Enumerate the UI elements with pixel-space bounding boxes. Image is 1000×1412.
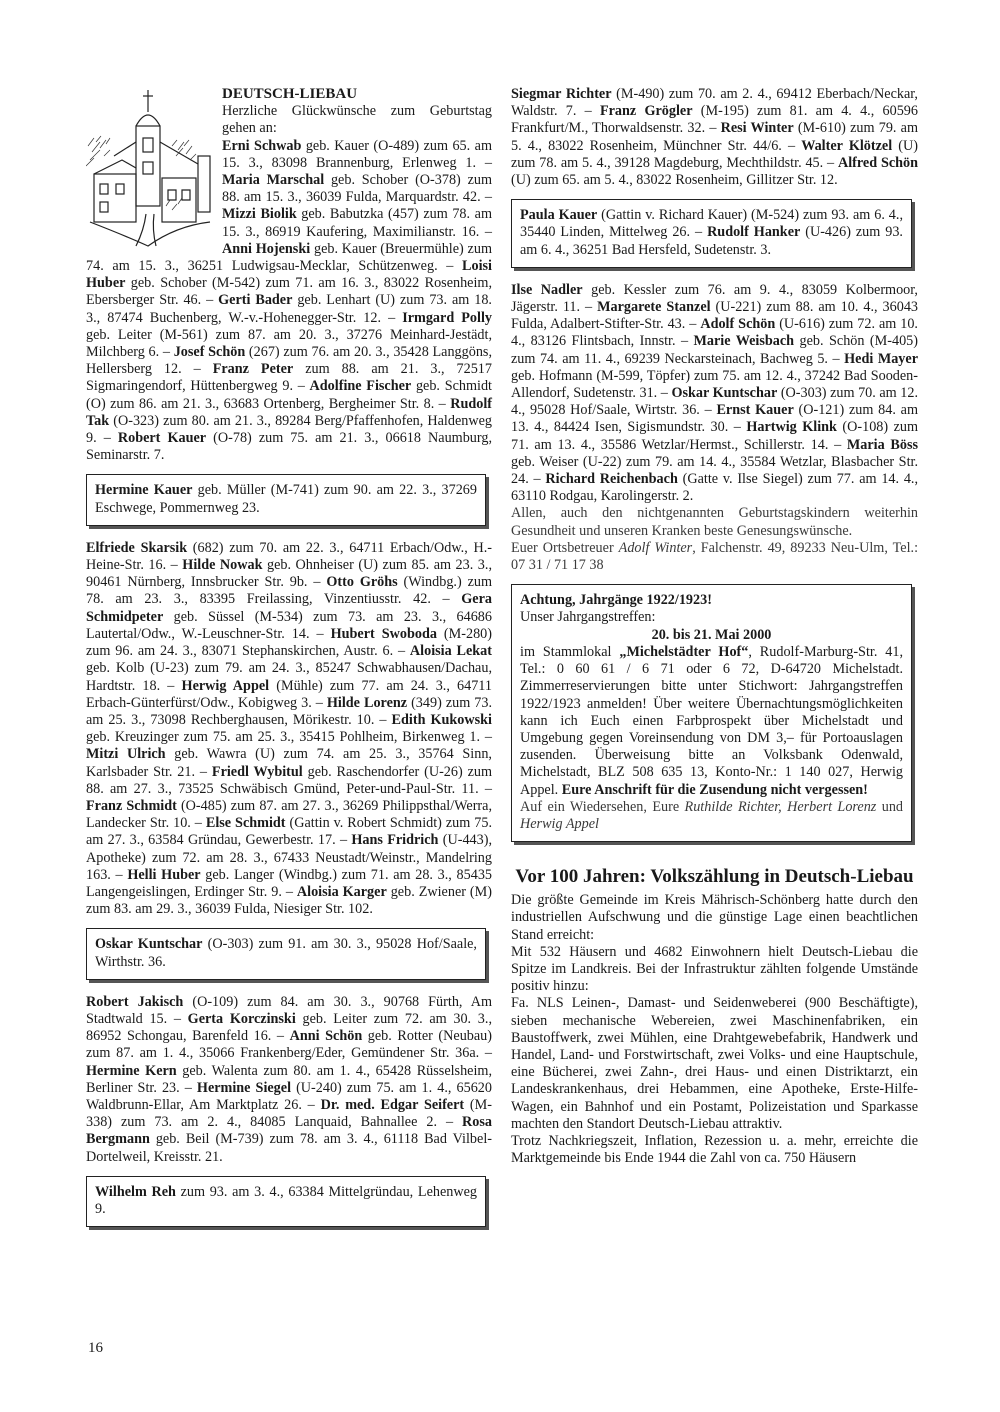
person-name: Paula Kauer (520, 207, 598, 224)
person-name: Hilde Nowak (182, 557, 263, 574)
text-segment: (U) zum 65. am 5. 4., 83022 Rosenheim, Gillitzer Str. 12. (511, 172, 838, 189)
text-segment: Euer Ortsbetreuer (511, 539, 619, 556)
notice-title: Achtung, Jahrgänge 1922/1923! (520, 592, 712, 609)
person-name: Friedl Wybitul (211, 763, 303, 780)
article-title: Vor 100 Jahren: Volkszählung in Deutsch-Liebau (515, 866, 914, 888)
text-segment: geb. Raschendorfer (U-26) zum 88. am 27. 3., 73525 Schwäbisch Gmünd, Peter-und-Paul-Str. 11. – (86, 763, 493, 797)
person-name: Franz Peter (212, 361, 294, 378)
person-name: Adolf Schön (700, 316, 776, 333)
person-name: Gera Schmidpeter (86, 591, 492, 625)
article-paragraph: Die größte Gemeinde im Kreis Mährisch-Schönberg hatte durch den industriellen Aufschwung und die günstige Lage einen beachtlichen Stand erreicht: (511, 892, 918, 943)
highlight-box-wilhelm-reh (86, 1176, 486, 1227)
person-name: Hermine Kern (86, 1062, 177, 1079)
text-segment: geb. Süssel (M-534) zum 73. am 23. 3., 64686 Lautertal/Odw., W.-Leuschner-Str. 14. – (86, 608, 492, 642)
left-column (86, 86, 492, 1241)
text-segment: Herwig Appel (520, 815, 599, 832)
person-name: Otto Gröhs (326, 574, 398, 591)
text-segment: (U-616) zum 72. am 10. 4., 83126 Flintsbach, Innstr. – (511, 316, 918, 350)
person-name: Helli Huber (127, 866, 201, 883)
text-segment: (U-443), Apotheke) zum 72. am 28. 3., 67433 Neustadt/Weinstr., Mandelring 163. – (86, 832, 492, 883)
text-segment: (682) zum 70. am 22. 3., 64711 Erbach/Odw., H.-Heine-Str. 16. – (86, 539, 492, 574)
highlight-text (95, 1184, 477, 1218)
text-segment: im Stammlokal (520, 643, 620, 660)
person-name: „Michelstädter Hof“ (619, 643, 749, 660)
text-segment: (O-303) zum 91. am 30. 3., 95028 Hof/Saale, Wirthstr. 36. (95, 936, 477, 970)
person-name: Hubert Swoboda (330, 625, 437, 642)
person-name: Edith Kukowski (391, 711, 492, 728)
text-segment: zum 93. am 3. 4., 63384 Mittelgründau, Lehenweg 9. (95, 1183, 477, 1217)
person-name: Rosa Bergmann (86, 1114, 492, 1148)
highlight-box-paula-kauer (511, 199, 912, 268)
signature-contact (511, 540, 918, 574)
person-name: Franz Schmidt (86, 797, 177, 814)
person-name: Robert Kauer (117, 430, 207, 447)
text-segment: (O-121) zum 84. am 13. 4., 84424 Isen, Sigismundstr. 30. – (511, 402, 918, 436)
text-segment: Auf ein Wiedersehen, Eure (520, 798, 685, 815)
person-name: Marie Weisbach (693, 333, 795, 350)
notice-intro: Unser Jahrgangstreffen: (520, 609, 656, 626)
person-name: Hedi Mayer (844, 350, 918, 367)
article-paragraph: Fa. NLS Leinen-, Damast- und Seidenweberei (900 Beschäftigte), sieben mechanische Webereien, zwei Maschinenfabriken, ein Baustoffwerk, zwei Mühlen, eine Drahtgewebefabrik, Handwerk und Handel, Land- und Forstwirtschaft, zwei Volks- und eine Hauptschule, eine Bücherei, zwei Zahn-, drei Haus- und einen Distriktarzt, ein Landeskrankenhaus, drei Hebammen, eine Apotheke, Erste-Hilfe-Wagen, ein Bahnhof und ein Postamt, Polizeistation und Sparkasse machten den Standort Deutsch-Liebau attraktiv. (511, 995, 918, 1132)
text-segment: (U-240) zum 75. am 1. 4., 65620 Waldbrunn-Ellar, Am Marktplatz 26. – (86, 1079, 492, 1113)
right-column (511, 86, 918, 1167)
person-name: Adolfine Fischer (309, 378, 412, 395)
text-segment: (O-109) zum 84. am 30. 3., 90768 Fürth, Am Stadtwald 15. – (86, 993, 492, 1027)
text-segment: (U) zum 78. am 5. 4., 39128 Magdeburg, Mechthildstr. 45. – (511, 137, 918, 171)
text-segment: geb. Langer (Windbg.) zum 71. am 28. 3., 85435 Langengeislingen, Erdinger Str. 9. – (86, 866, 493, 900)
person-name: Else Schmidt (205, 815, 286, 832)
person-name: Maria Marschal (222, 172, 325, 189)
text-segment: (O-303) zum 70. am 12. 4., 95028 Hof/Saale, Wirtstr. 36. – (511, 385, 918, 419)
text-segment: (O-485) zum 87. am 27. 3., 36269 Philippsthal/Werra, Landecker Str. 10. – (86, 797, 492, 832)
text-segment: und (876, 798, 904, 815)
person-name: Hermine Kauer (95, 482, 193, 499)
person-name: Ernst Kauer (716, 402, 794, 419)
notice-dates: 20. bis 21. Mai 2000 (651, 626, 772, 643)
text-segment: (Windbg.) zum 78. am 23. 3., 83395 Freilassing, Vinzentiusstr. 42. – (86, 574, 493, 608)
text-segment: Ruthilde Richter, Herbert Lorenz (684, 798, 877, 815)
highlight-text (520, 207, 903, 259)
notice-body (520, 644, 903, 799)
text-segment: (O-323) zum 80. am 21. 3., 89284 Berg/Pfaffenhofen, Haldenweg 9. – (86, 412, 492, 447)
person-name: Loisi Huber (86, 258, 492, 292)
highlight-text (95, 936, 477, 970)
text-segment: (349) zum 73. am 25. 3., 73098 Rechberghausen, Mörikestr. 10. – (86, 694, 492, 728)
text-segment: (M-490) zum 70. am 2. 4., 69412 Eberbach/Neckar, Waldstr. 7. – (511, 86, 918, 120)
text-segment: (O-78) zum 75. am 21. 3., 06618 Naumburg, Seminarstr. 7. (86, 430, 493, 464)
person-name: Wilhelm Reh (95, 1183, 176, 1200)
text-segment: geb. Schön (M-405) zum 74. am 11. 4., 69239 Neckarsteinach, Bachweg 5. – (511, 333, 918, 367)
highlight-text (95, 482, 477, 516)
text-segment: geb. Lenhart (U) zum 73. am 18. 3., 87474 Buchenberg, W.-v.-Hohenegger-Str. 12. – (86, 292, 492, 326)
person-name: Mitzi Ulrich (86, 746, 166, 763)
text-segment: geb. Wawra (U) zum 74. am 25. 3., 35764 Sinn, Karlsbader Str. 21. – (86, 746, 492, 780)
intro (86, 86, 492, 464)
person-name: Walter Klötzel (801, 137, 893, 154)
person-name: Herwig Appel (181, 677, 270, 694)
text-segment: , Falchenstr. 49, 89233 Neu-Ulm, Tel.: 07 31 / 71 17 38 (511, 539, 919, 574)
person-name: Maria Böss (846, 436, 918, 453)
person-name: Resi Winter (720, 120, 794, 137)
person-name: Margarete Stanzel (597, 299, 711, 316)
person-name: Dr. med. Edgar Seifert (320, 1096, 465, 1113)
person-name: Gerti Bader (218, 292, 293, 309)
person-name: Ilse Nadler (511, 281, 583, 298)
text-segment: geb. Kreuzinger zum 75. am 25. 3., 35415 Pohlheim, Birkenweg 1. – (86, 729, 492, 746)
person-name: Siegmar Richter (511, 86, 612, 102)
person-name: Irmgard Polly (402, 309, 492, 326)
person-name: Mizzi Biolik (222, 206, 297, 223)
person-name: Richard Reichenbach (545, 471, 678, 488)
text-segment: geb. Rotter (Neubau) zum 87. am 1. 4., 35066 Frankenberg/Eder, Gemündener Str. 36a. – (86, 1028, 493, 1062)
person-name: Aloisia Karger (296, 883, 387, 900)
person-name: Gerta Korczinski (187, 1010, 296, 1027)
section-subtitle: Herzliche Glückwünsche zum Geburtstag gehen an: (222, 103, 492, 137)
person-name: Anni Hojenski (222, 240, 311, 257)
text-segment: (267) zum 76. am 20. 3., 35428 Langgöns, Hellersberg 12. – (86, 344, 492, 378)
person-name: Hilde Lorenz (326, 694, 408, 711)
text-segment: geb. Kauer (O-489) zum 65. am 15. 3., 83098 Brannenburg, Erlenweg 1. – (222, 137, 492, 171)
text-segment: , Rudolf-Marburg-Str. 41, Tel.: 0 60 61 / 6 71 oder 6 72, D-64720 Michelstadt. Zimmerreservierungen bitte unter Stichwort: Jahrgangstreffen 1922/1923 anmelden! Über weitere Übernachtungsmöglichkeiten kann ich Euch einen Farbprospekt über Michelstadt und Umgebung gegen Voreinsendung von DM 3,– für Portoauslagen zusenden. Überweisung bitte an Volksbank Odenwald, Michelstadt, BLZ 508 635 13, Konto-Nr.: 1 140 027, Herwig Appel. (520, 643, 904, 798)
text-segment: geb. Ohnheiser (U) zum 85. am 23. 3., 90461 Nürnberg, Innsbrucker Str. 9b. – (86, 557, 492, 591)
page-number: 16 (88, 1340, 103, 1356)
text-segment: geb. Schmidt (O) zum 86. am 21. 3., 63683 Ortenberg, Bergheimer Str. 8. – (86, 378, 493, 412)
person-name: Hartwig Klink (746, 419, 837, 436)
text-segment: (O-108) zum 71. am 13. 4., 35586 Wetzlar/Hermst., Schillerstr. 14. – (511, 419, 918, 453)
text-segment: geb. Weiser (U-22) zum 79. am 14. 4., 35584 Wetzlar, Blasbacher Str. 24. – (511, 453, 918, 488)
notice-farewell (520, 799, 903, 833)
text-segment: geb. Kauer (Breuermühle) zum 74. am 15. 3., 36251 Ludwigsau-Mecklar, Schützenweg. – (86, 240, 492, 275)
text-segment: (M-610) zum 79. am 5. 4., 83022 Rosenheim, Münchner Str. 44/6. – (511, 120, 918, 154)
birthday-list-3 (86, 994, 492, 1166)
text-segment: (Gattin v. Robert Schmidt) zum 75. am 27. 3., 63584 Gründau, Gewerbestr. 17. – (86, 815, 492, 849)
person-name: Aloisia Lekat (409, 643, 492, 660)
text-segment: (U-221) zum 88. am 10. 4., 36043 Fulda, Adalbert-Stifter-Str. 43. – (511, 299, 919, 333)
text-segment: geb. Zwiener (M) zum 83. am 29. 3., 36039 Fulda, Niesiger Str. 102. (86, 883, 492, 918)
person-name: Oskar Kuntschar (95, 936, 203, 953)
birthday-list-4 (511, 86, 918, 189)
text-segment: Allen, auch den nichtgenannten Geburtstagskindern weiterhin Gesundheit und unseren Kranken beste Genesungswünsche. (511, 505, 918, 539)
text-segment: geb. Kessler zum 76. am 9. 4., 83059 Kolbermoor, Jägerstr. 11. – (511, 281, 918, 316)
person-name: Oskar Kuntschar (671, 385, 778, 402)
person-name: Anni Schön (289, 1028, 363, 1045)
person-name: Josef Schön (173, 344, 246, 361)
birthday-list-5 (511, 282, 918, 506)
person-name: Rudolf Tak (86, 395, 492, 429)
highlight-box-oskar-kuntschar (86, 928, 486, 979)
person-name: Eure Anschrift für die Zusendung nicht vergessen! (561, 781, 868, 798)
section-title: DEUTSCH-LIEBAU (222, 86, 358, 102)
church-sketch-illustration (86, 86, 214, 252)
person-name: Robert Jakisch (86, 993, 184, 1010)
person-name: Rudolf Hanker (707, 224, 801, 241)
text-segment: (M-280) zum 96. am 24. 3., 83071 Stephanskirchen, Austr. 6. – (86, 625, 492, 660)
text-segment: geb. Beil (M-739) zum 78. am 3. 4., 61118 Bad Vilbel-Dortelweil, Kreisstr. 21. (86, 1131, 492, 1165)
person-name: Erni Schwab (222, 137, 302, 154)
article-paragraph: Trotz Nachkriegszeit, Inflation, Rezession u. a. mehr, erreichte die Marktgemeinde bis Ende 1944 die Zahl von ca. 750 Häusern (511, 1132, 918, 1167)
person-name: Hermine Siegel (196, 1079, 292, 1096)
text-segment: zum 88. am 21. 3., 72517 Sigmaringendorf, Hüttenbergweg 9. – (86, 361, 492, 395)
notice-box-reunion (511, 584, 912, 842)
text-segment: (M-338) zum 73. am 2. 4., 84085 Lanquaid, Bahnallee 2. – (86, 1096, 492, 1131)
article-body (511, 892, 918, 1167)
highlight-box-hermine-kauer (86, 474, 486, 525)
text-segment: (U-426) zum 93. am 6. 4., 36251 Bad Hersfeld, Sudetenstr. 3. (520, 224, 903, 258)
text-segment: geb. Babutzka (457) zum 78. am 15. 3., 86919 Kaufering, Maximilianstr. 16. – (222, 206, 492, 240)
birthday-list-2 (86, 540, 492, 918)
closing-wishes (511, 505, 918, 539)
text-segment: Adolf Winter (618, 539, 693, 556)
text-segment: geb. Schober (M-542) zum 71. am 16. 3., 83022 Rosenheim, Ebersberger Str. 46. – (86, 275, 492, 309)
text-segment: geb. Leiter zum 72. am 30. 3., 86952 Schongau, Barenfeld 16. – (86, 1010, 492, 1045)
text-segment: geb. Müller (M-741) zum 90. am 22. 3., 37269 Eschwege, Pommernweg 23. (95, 482, 477, 516)
text-segment: geb. Schober (O-378) zum 88. am 15. 3., 36039 Fulda, Marquardstr. 42. – (222, 172, 493, 206)
text-segment: geb. Leiter (M-561) zum 87. am 20. 3., 37276 Meinhard-Jestädt, Milchberg 6. – (86, 326, 492, 361)
person-name: Alfred Schön (837, 154, 919, 171)
person-name: Hans Fridrich (351, 832, 439, 849)
text-segment: geb. Kolb (U-23) zum 79. am 24. 3., 85247 Schwabhausen/Dachau, Hardtstr. 18. – (86, 660, 492, 694)
text-segment: geb. Hofmann (M-599, Töpfer) zum 75. am 12. 4., 37242 Bad Sooden-Allendorf, Sudetenstr. 31. – (511, 367, 918, 402)
person-name: Elfriede Skarsik (86, 539, 188, 556)
person-name: Franz Grögler (599, 103, 693, 120)
text-segment: (M-195) zum 81. am 4. 4., 60596 Frankfurt/M., Thorwaldsenstr. 32. – (511, 103, 918, 137)
text-segment: (Gattin v. Richard Kauer) (M-524) zum 93. am 6. 4., 35440 Linden, Mittelweg 26. – (520, 207, 903, 241)
text-segment: (Mühle) zum 77. am 24. 3., 64711 Erbach-Günterfürst/Odw., Kobigweg 3. – (86, 677, 492, 711)
text-segment: (Gatte v. Ilse Siegel) zum 77. am 14. 4., 63110 Rodgau, Karolingerstr. 2. (511, 471, 919, 505)
article-paragraph: Mit 532 Häusern und 4682 Einwohnern hielt Deutsch-Liebau die Spitze im Landkreis. Bei der Infrastruktur zählten folgende Umstände positiv hinzu: (511, 943, 918, 995)
text-segment: geb. Walenta zum 80. am 1. 4., 65428 Rüsselsheim, Berliner Str. 23. – (86, 1062, 492, 1096)
